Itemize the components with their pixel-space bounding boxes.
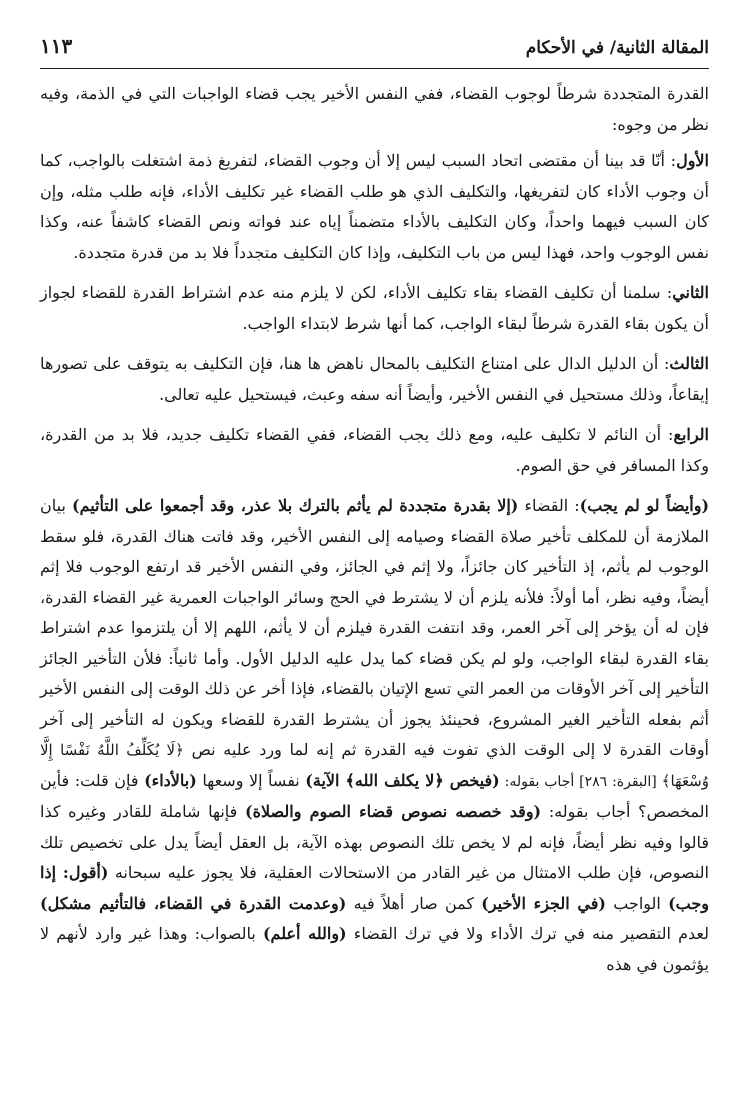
commentary-segment: فإنها شاملة للقادر وغيره كذا قالوا وفيه نظر أيضاً، فإنه لم لا يخص تلك النصوص بهذه الآية، بل العقل أيضاً يدل على تخصيص تلك النصوص، فإن طلب الامتثال من غير القادر من الاستحالات العقلية، فلا يجوز عليه سبحانه	[40, 802, 710, 882]
commentary-segment: كمن صار أهلاً فيه	[346, 893, 482, 913]
point-text: : سلمنا أن تكليف القضاء بقاء تكليف الأداء، لكن لا يلزم منه عدم اشتراط القدرة للقضاء لجواز أن يكون بقاء القدرة شرطاً لبقاء الواجب، كما أنها شرط لابتداء الواجب.	[40, 283, 709, 333]
running-head	[40, 34, 709, 69]
running-title: المقالة الثانية/ في الأحكام	[525, 38, 709, 58]
main-paragraph	[40, 491, 709, 980]
matn-segment: (إلا بقدرة متجددة لم يأثم بالترك بلا عذر، وقد أجمعوا على التأثيم)	[72, 496, 519, 515]
commentary-segment: بالصواب: وهذا غير وارد لأنهم لا يؤثمون في هذه	[40, 924, 709, 974]
commentary-segment: الواجب	[605, 893, 669, 913]
point-paragraph	[40, 420, 709, 481]
matn-segment: (بالأداء)	[144, 770, 197, 790]
point-label: الثالث	[669, 354, 709, 373]
matn-segment: (فيخص ﴿لا يكلف الله﴾ الآية)	[305, 770, 500, 790]
matn-segment: (في الجزء الأخير)	[481, 893, 606, 913]
page-number: ١١٣	[40, 34, 73, 58]
point-label: الأول	[676, 151, 709, 170]
point-paragraph	[40, 349, 709, 410]
commentary-segment: : القضاء	[518, 496, 580, 515]
point-text: : أن النائم لا تكليف عليه، ومع ذلك يجب القضاء، ففي القضاء تكليف جديد، فلا بد من القدرة، وكذا المسافر في حق الصوم.	[40, 425, 709, 475]
point-label: الرابع	[673, 425, 709, 444]
matn-segment: (وأيضاً لو لم يجب)	[579, 496, 710, 515]
intro-paragraph: القدرة المتجددة شرطاً لوجوب القضاء، ففي النفس الأخير يجب قضاء الواجبات التي في الذمة، وفيه نظر من وجوه:	[40, 84, 709, 134]
point-label: الثاني	[672, 283, 709, 302]
point-paragraph	[40, 146, 709, 268]
commentary-segment: فإن قلت: فأين المخصص؟ أجاب بقوله:	[40, 770, 710, 821]
point-text: : أنّا قد بينا أن مقتضى اتحاد السبب ليس إلا أن وجوب القضاء، لتفريغ ذمة اشتغلت بالواجب، كما أن وجوب الأداء كان لتفريغها، والتكليف الذي هو طلب القضاء غير تكليف الأداء، فإنه طلب مثله، وإن كان السبب فيهما واحداً، وكان التكليف بالأداء متضمناً إياه عند فواته ونص القضاء كاشفاً عنه، وكذا نفس الوجوب واحد، فهذا ليس من باب التكليف، وإذا كان التكليف متجدداً فلا بد من قدرة متجددة.	[40, 151, 709, 262]
matn-segment: (أقول: إذا وجب)	[40, 863, 709, 913]
point-paragraph	[40, 278, 709, 339]
matn-segment: (وعدمت القدرة في القضاء، فالتأثيم مشكل)	[40, 893, 347, 913]
point-text: : أن الدليل الدال على امتناع التكليف بالمحال ناهض ها هنا، فإن التكليف به يتوقف على تصورها إيقاعاً، وذلك مستحيل في النفس الأخير، وأيضاً أنه سفه وعبث، فيستحيل عليه تعالى.	[40, 354, 709, 404]
quran-verse: ﴿لَا يُكَلِّفُ اللَّهُ نَفْسًا إِلَّا وُسْعَهَا﴾	[40, 741, 709, 790]
commentary-segment: نفساً إلا وسعها	[196, 770, 306, 790]
matn-segment: (والله أعلم)	[262, 924, 347, 943]
verse-reference: [البقرة: ٢٨٦] أجاب بقوله:	[499, 773, 662, 790]
matn-segment: (وقد خصصه نصوص قضاء الصوم والصلاة)	[245, 802, 542, 821]
commentary-segment: لعدم التقصير منه في ترك الأداء ولا في ترك القضاء	[346, 924, 709, 943]
commentary-segment: بيان الملازمة أن للمكلف تأخير صلاة القضاء وصيامه إلى النفس الأخير، وقد فاتت هناك القدرة، فلو سقط الوجوب لم يأثم، إذ التأخير كان جائزاً، ولا إثم في الجائز، وفي النفس الأخير قد ارتفع الوجوب فلا إثم أيضاً، وفيه نظر، أما أولاً: فلأنه يلزم أن لا يشترط في الحج وسائر الواجبات العمرية غير القضاء القدرة، فإن له أن يؤخر إلى آخر العمر، وقد انتفت القدرة فيلزم أن لا يأثم، اللهم إلا أن يلتزموا عدم اشتراط بقاء القدرة لبقاء الواجب، ولو لم يكن قضاء كما يدل عليه الدليل الأول. وأما ثانياً: فلأن التأخير الجائز التأخير إلى آخر الأوقات من العمر التي تسع الإتيان بالقضاء، فإذا أخر عن ذلك الوقت إلى النفس الأخير أثم بفعله التأخير الغير المشروع، فحينئذ يجوز أن يشترط القدرة للقضاء ويكون له التأخير إلى آخر أوقات القدرة لا إلى الوقت الذي تفوت فيه القدرة ثم إنه لما ورد عليه نص	[40, 496, 710, 759]
